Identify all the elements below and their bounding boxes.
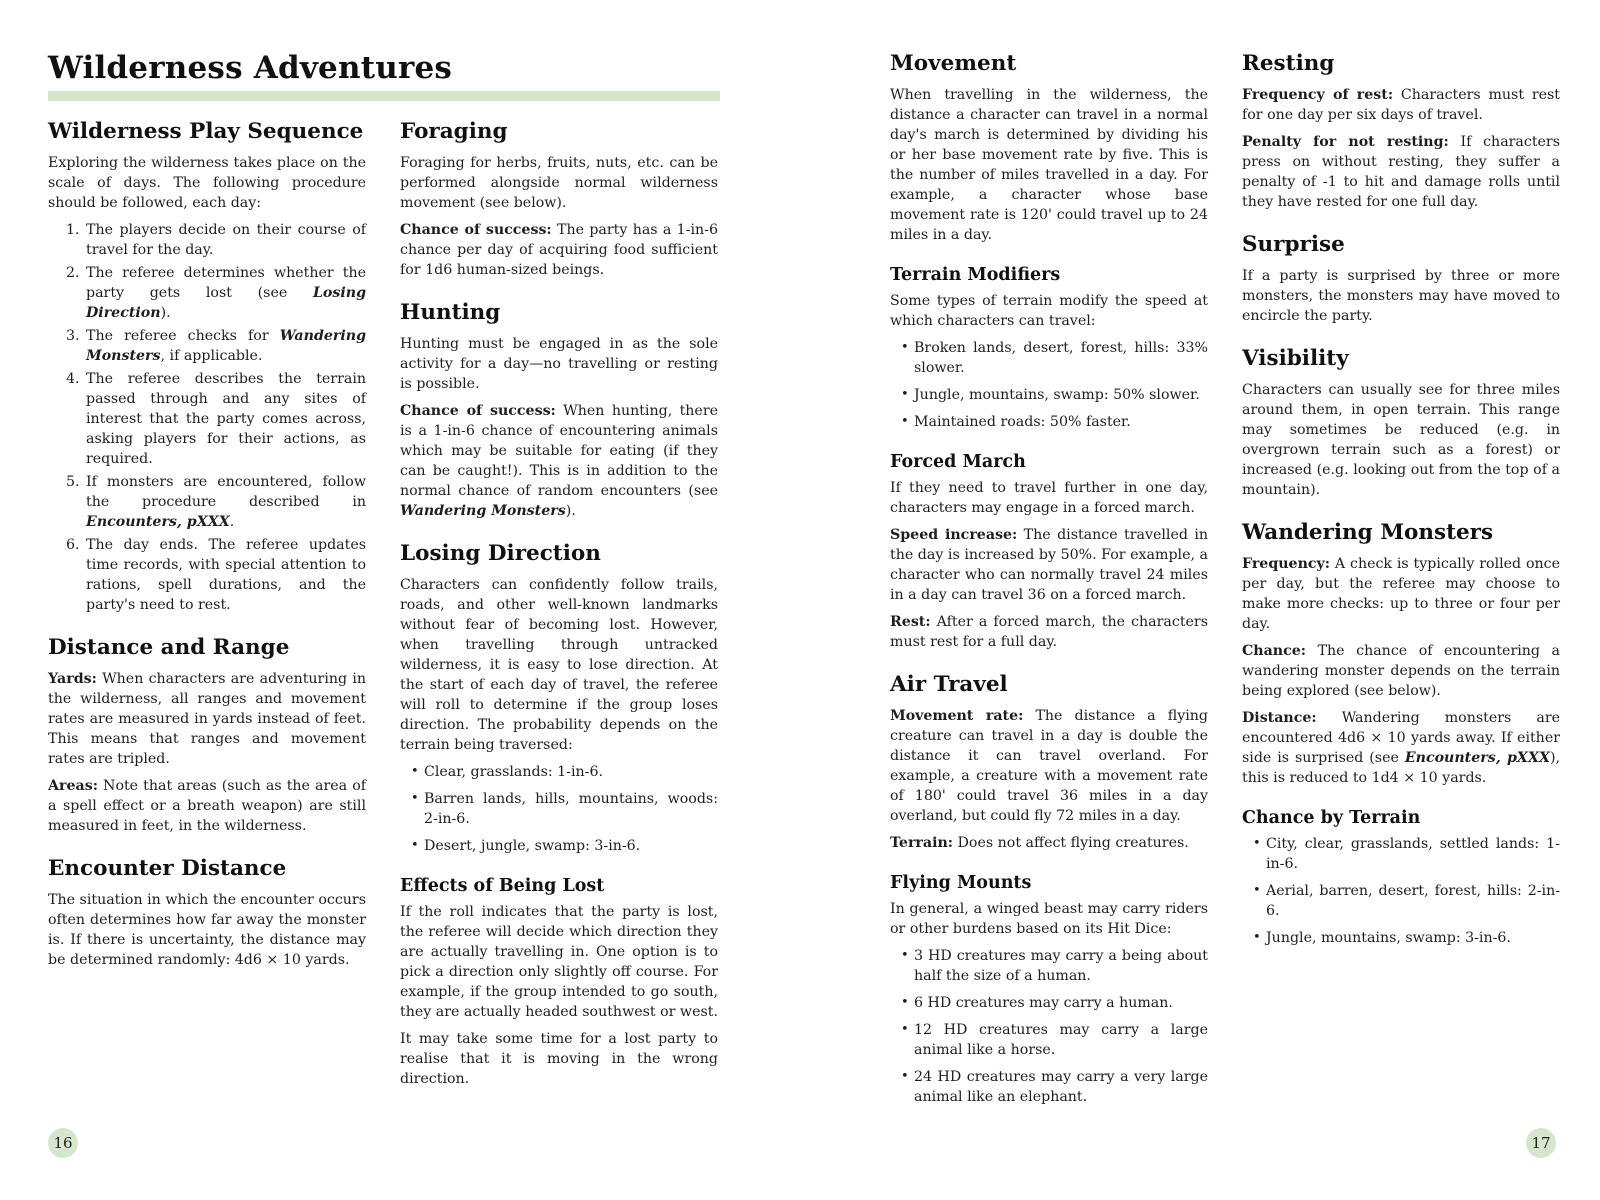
terrain-modifiers-list: [890, 338, 1208, 432]
section-heading-surprise: Surprise: [1242, 232, 1345, 257]
page-title: Wilderness Adventures: [48, 50, 453, 86]
step-item: 3. The referee checks for Wandering Monsters, if applicable.: [84, 326, 366, 366]
step-item: 5. If monsters are encountered, follow the procedure described in Encounters, pXXX.: [84, 472, 366, 532]
section-heading-hunting: Hunting: [400, 300, 501, 325]
list-item: • Jungle, mountains, swamp: 3-in-6.: [1266, 928, 1560, 948]
list-item: • Clear, grasslands: 1-in-6.: [424, 762, 718, 782]
flying-mounts-text: In general, a winged beast may carry riders or other burdens based on its Hit Dice:: [890, 901, 1208, 937]
section-heading-foraging: Foraging: [400, 119, 508, 144]
section-heading-movement: Movement: [890, 51, 1017, 76]
section-heading-wandering-monsters: Wandering Monsters: [1242, 520, 1494, 545]
list-item: • Broken lands, desert, forest, hills: 33% slower.: [914, 338, 1208, 378]
list-item: • 6 HD creatures may carry a human.: [914, 993, 1208, 1013]
foraging-text: Foraging for herbs, fruits, nuts, etc. can be performed alongside normal wilderness movement (see below).: [400, 155, 718, 211]
play-sequence-intro: Exploring the wilderness takes place on the scale of days. The following procedure should be followed, each day:: [48, 155, 366, 211]
air-terrain-paragraph: Terrain: Does not affect flying creatures.: [890, 835, 1189, 851]
list-item: • Maintained roads: 50% faster.: [914, 412, 1208, 432]
rest-paragraph: Rest: After a forced march, the characters must rest for a full day.: [890, 614, 1208, 650]
step-item: 4. The referee describes the terrain passed through and any sites of interest that the party comes across, asking players for their actions, as required.: [84, 369, 366, 469]
effects-lost-p1: If the roll indicates that the party is lost, the referee will decide which direction they are actually travelling in. One option is to pick a direction only slightly off course. For example, if the group intended to go south, they are actually headed southwest or west.: [400, 904, 718, 1020]
list-item: • City, clear, grasslands, settled lands: 1-in-6.: [1266, 834, 1560, 874]
section-heading-play-sequence: Wilderness Play Sequence: [48, 119, 364, 144]
penalty-paragraph: Penalty for not resting: If characters press on without resting, they suffer a penalty of -1 to hit and damage rolls until they have rested for one full day.: [1242, 134, 1560, 210]
terrain-modifiers-text: Some types of terrain modify the speed at which characters can travel:: [890, 293, 1208, 329]
list-item: • Jungle, mountains, swamp: 50% slower.: [914, 385, 1208, 405]
list-item: • Desert, jungle, swamp: 3-in-6.: [424, 836, 718, 856]
surprise-text: If a party is surprised by three or more monsters, the monsters may have moved to encircle the party.: [1242, 268, 1560, 324]
column-1: [48, 118, 366, 977]
wandering-chance: Chance: The chance of encountering a wandering monster depends on the terrain being explored (see below).: [1242, 643, 1560, 699]
list-item: • 12 HD creatures may carry a large animal like a horse.: [914, 1020, 1208, 1060]
movement-rate-paragraph: Movement rate: The distance a flying creature can travel in a day is double the distance it can travel overland. For example, a creature with a movement rate of 180' could travel 36 miles in a day overland, but could fly 72 miles in a day.: [890, 708, 1208, 824]
list-item: • Aerial, barren, desert, forest, hills: 2-in-6.: [1266, 881, 1560, 921]
wandering-frequency: Frequency: A check is typically rolled once per day, but the referee may choose to make more checks: up to three or four per day.: [1242, 556, 1560, 632]
hunting-chance: Chance of success: When hunting, there is a 1-in-6 chance of encountering animals which may be suitable for eating (if they can be caught!). This is in addition to the normal chance of random encounters (see Wandering Monsters).: [400, 403, 718, 519]
subheading-forced-march: Forced March: [890, 452, 1026, 472]
column-3: [890, 50, 1208, 1114]
wandering-distance: Distance: Wandering monsters are encountered 4d6 × 10 yards away. If either side is surprised (see Encounters, pXXX), this is reduced to 1d4 × 10 yards.: [1242, 710, 1561, 786]
section-heading-resting: Resting: [1242, 51, 1335, 76]
subheading-chance-by-terrain: Chance by Terrain: [1242, 808, 1421, 828]
frequency-rest-paragraph: Frequency of rest: Characters must rest for one day per six days of travel.: [1242, 87, 1560, 123]
section-heading-visibility: Visibility: [1242, 346, 1349, 371]
column-4: [1242, 50, 1560, 955]
foraging-chance: Chance of success: The party has a 1-in-6 chance per day of acquiring food sufficient for 1d6 human-sized beings.: [400, 222, 718, 278]
chance-by-terrain-list: [1242, 834, 1560, 948]
subheading-flying-mounts: Flying Mounts: [890, 873, 1032, 893]
hunting-text: Hunting must be engaged in as the sole activity for a day—no travelling or resting is possible.: [400, 336, 718, 392]
section-heading-losing-direction: Losing Direction: [400, 541, 601, 566]
movement-text: When travelling in the wilderness, the distance a character can travel in a normal day's march is determined by dividing his or her base movement rate by five. This is the number of miles travelled in a day. For example, a character whose base movement rate is 120' could travel up to 24 miles in a day.: [890, 87, 1208, 243]
forced-march-text: If they need to travel further in one day, characters may engage in a forced march.: [890, 480, 1208, 516]
step-item: 1. The players decide on their course of travel for the day.: [84, 220, 366, 260]
column-2: [400, 118, 718, 1096]
section-heading-air-travel: Air Travel: [890, 672, 1008, 697]
list-item: • 24 HD creatures may carry a very large animal like an elephant.: [914, 1067, 1208, 1107]
areas-paragraph: Areas: Note that areas (such as the area of a spell effect or a breath weapon) are still measured in feet, in the wilderness.: [48, 778, 366, 834]
list-item: • 3 HD creatures may carry a being about half the size of a human.: [914, 946, 1208, 986]
visibility-text: Characters can usually see for three miles around them, in open terrain. This range may sometimes be reduced (e.g. in overgrown terrain such as a forest) or increased (e.g. looking out from the top of a mountain).: [1242, 382, 1560, 498]
play-sequence-steps: [48, 220, 366, 615]
yards-paragraph: Yards: When characters are adventuring in the wilderness, all ranges and movement rates are measured in yards instead of feet. This means that ranges and movement rates are tripled.: [48, 671, 366, 767]
losing-direction-list: [400, 762, 718, 856]
flying-mounts-list: [890, 946, 1208, 1107]
step-item: 2. The referee determines whether the party gets lost (see Losing Direction).: [84, 263, 366, 323]
title-rule: [48, 91, 720, 101]
subheading-terrain-modifiers: Terrain Modifiers: [890, 265, 1061, 285]
losing-direction-text: Characters can confidently follow trails, roads, and other well-known landmarks without fear of becoming lost. However, when travelling through untracked wilderness, it is easy to lose direction. At the start of each day of travel, the referee will roll to determine if the group loses direction. The probability depends on the terrain being traversed:: [400, 577, 718, 753]
section-heading-distance-range: Distance and Range: [48, 635, 290, 660]
page-number-left: 16: [48, 1128, 78, 1158]
section-heading-encounter-distance: Encounter Distance: [48, 856, 287, 881]
list-item: • Barren lands, hills, mountains, woods: 2-in-6.: [424, 789, 718, 829]
effects-lost-p2: It may take some time for a lost party to realise that it is moving in the wrong direction.: [400, 1031, 718, 1087]
subheading-effects-lost: Effects of Being Lost: [400, 876, 605, 896]
step-item: 6. The day ends. The referee updates time records, with special attention to rations, spell durations, and the party's need to rest.: [84, 535, 366, 615]
encounter-distance-text: The situation in which the encounter occurs often determines how far away the monster is. If there is uncertainty, the distance may be determined randomly: 4d6 × 10 yards.: [48, 892, 366, 968]
speed-increase-paragraph: Speed increase: The distance travelled in the day is increased by 50%. For example, a character who can normally travel 24 miles in a day can travel 36 on a forced march.: [890, 527, 1208, 603]
page-number-right: 17: [1526, 1128, 1556, 1158]
